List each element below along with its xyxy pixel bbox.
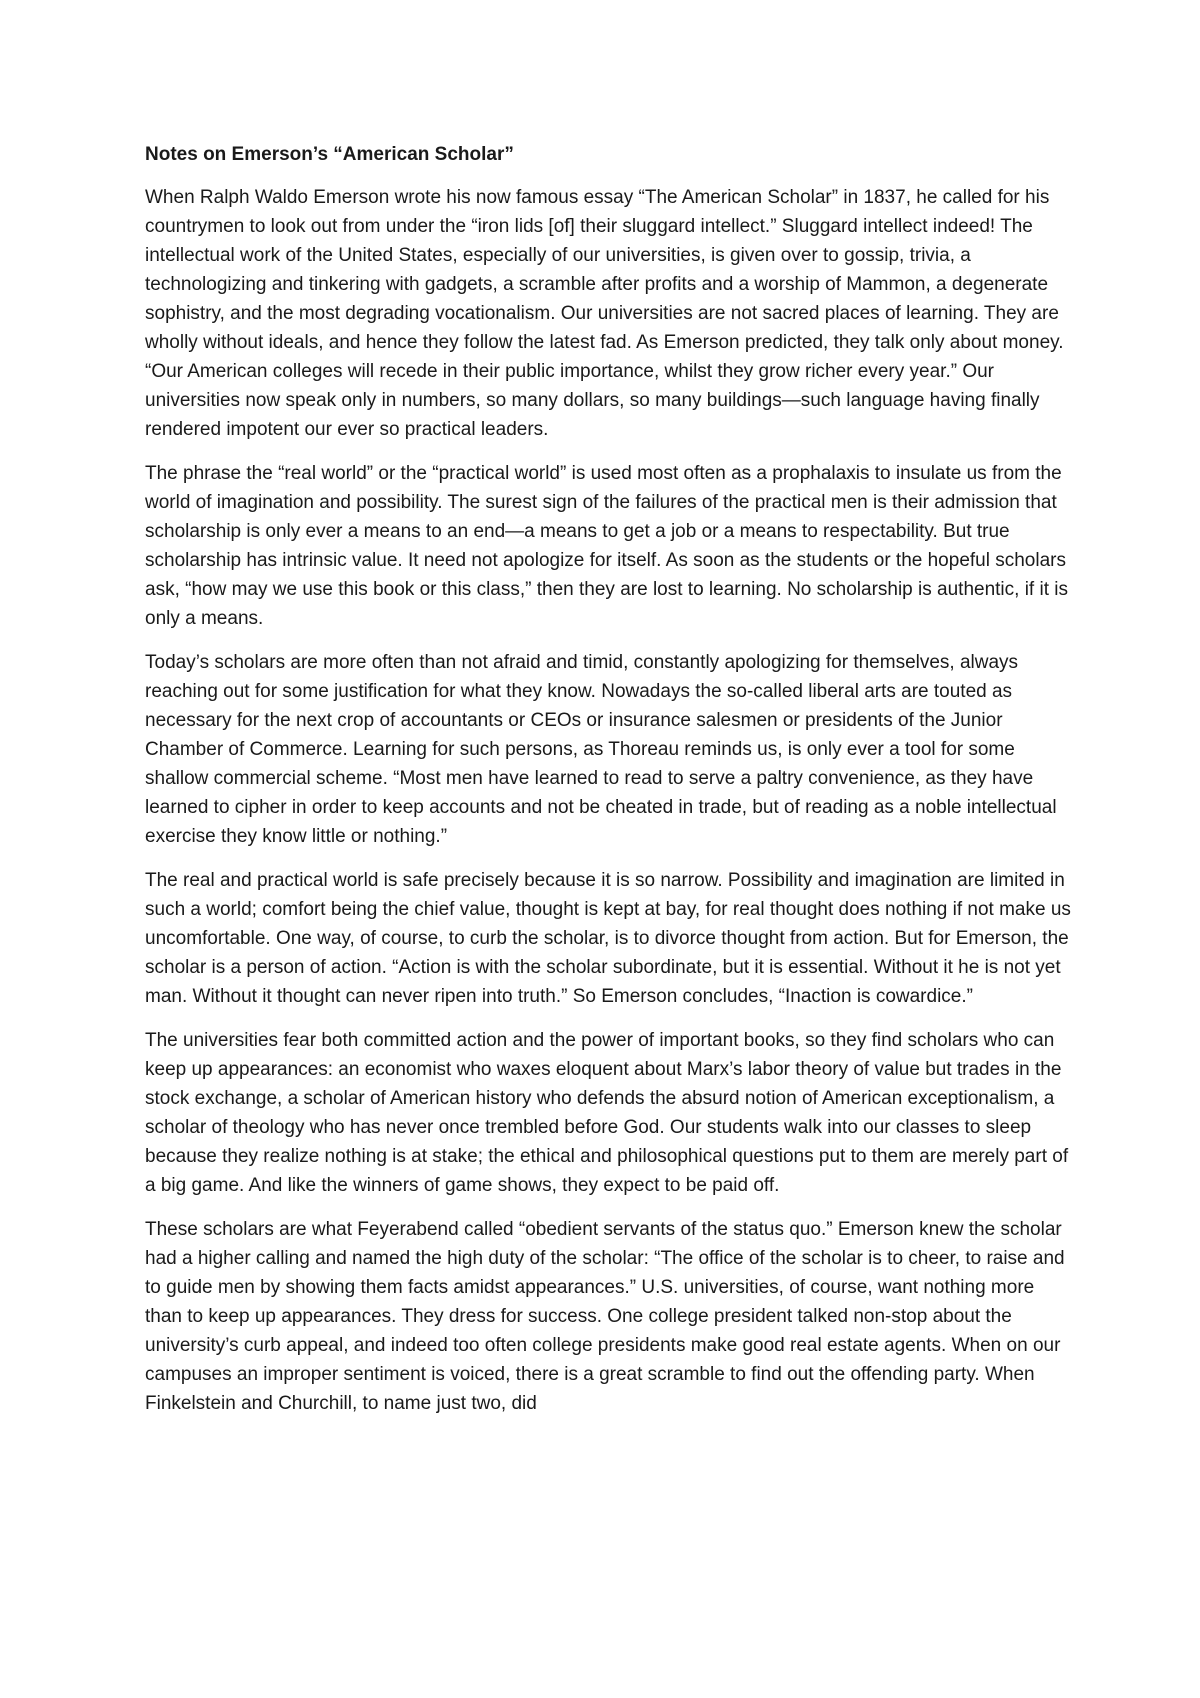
document-body: [145, 140, 1075, 1433]
paragraph-6: These scholars are what Feyerabend called “obedient servants of the status quo.” Emerson knew the scholar had a higher calling and named the high duty of the scholar: “The office of the scholar is to cheer, to raise and to guide men by showing them facts amidst appearances.” U.S. universities, of course, want nothing more than to keep up appearances. They dress for success. One college president talked non-stop about the university’s curb appeal, and indeed too often college presidents make good real estate agents. When on our campuses an improper sentiment is voiced, there is a great scramble to find out the offending party. When Finkelstein and Churchill, to name just two, did: [145, 1219, 1065, 1414]
paragraph-5: The universities fear both committed action and the power of important books, so they find scholars who can keep up appearances: an economist who waxes eloquent about Marx’s labor theory of value but trades in the stock exchange, a scholar of American history who defends the absurd notion of American exceptionalism, a scholar of theology who has never once trembled before God. Our students walk into our classes to sleep because they realize nothing is at stake; the ethical and philosophical questions put to them are merely part of a big game. And like the winners of game shows, they expect to be paid off.: [145, 1030, 1069, 1196]
paragraph-4: The real and practical world is safe precisely because it is so narrow. Possibility and imagination are limited in such a world; comfort being the chief value, thought is kept at bay, for real thought does nothing if not make us uncomfortable. One way, of course, to curb the scholar, is to divorce thought from action. But for Emerson, the scholar is a person of action. “Action is with the scholar subordinate, but it is essential. Without it he is not yet man. Without it thought can never ripen into truth.” So Emerson concludes, “Inaction is cowardice.”: [145, 870, 1071, 1007]
paragraph-2: The phrase the “real world” or the “practical world” is used most often as a prophalaxis to insulate us from the world of imagination and possibility. The surest sign of the failures of the practical men is their admission that scholarship is only ever a means to an end—a means to get a job or a means to respectability. But true scholarship has intrinsic value. It need not apologize for itself. As soon as the students or the hopeful scholars ask, “how may we use this book or this class,” then they are lost to learning. No scholarship is authentic, if it is only a means.: [145, 463, 1068, 629]
paragraph-1: When Ralph Waldo Emerson wrote his now famous essay “The American Scholar” in 1837, he called for his countrymen to look out from under the “iron lids [of] their sluggard intellect.” Sluggard intellect indeed! The intellectual work of the United States, especially of our universities, is given over to gossip, trivia, a technologizing and tinkering with gadgets, a scramble after profits and a worship of Mammon, a degenerate sophistry, and the most degrading vocationalism. Our universities are not sacred places of learning. They are wholly without ideals, and hence they follow the latest fad. As Emerson predicted, they talk only about money. “Our American colleges will recede in their public importance, whilst they grow richer every year.” Our universities now speak only in numbers, so many dollars, so many buildings—such language having finally rendered impotent our ever so practical leaders.: [145, 187, 1064, 440]
document-title: Notes on Emerson’s “American Scholar”: [145, 144, 514, 165]
paragraph-3: Today’s scholars are more often than not afraid and timid, constantly apologizing for themselves, always reaching out for some justification for what they know. Nowadays the so-called liberal arts are touted as necessary for the next crop of accountants or CEOs or insurance salesmen or presidents of the Junior Chamber of Commerce. Learning for such persons, as Thoreau reminds us, is only ever a tool for some shallow commercial scheme. “Most men have learned to read to serve a paltry convenience, as they have learned to cipher in order to keep accounts and not be cheated in trade, but of reading as a noble intellectual exercise they know little or nothing.”: [145, 652, 1057, 847]
